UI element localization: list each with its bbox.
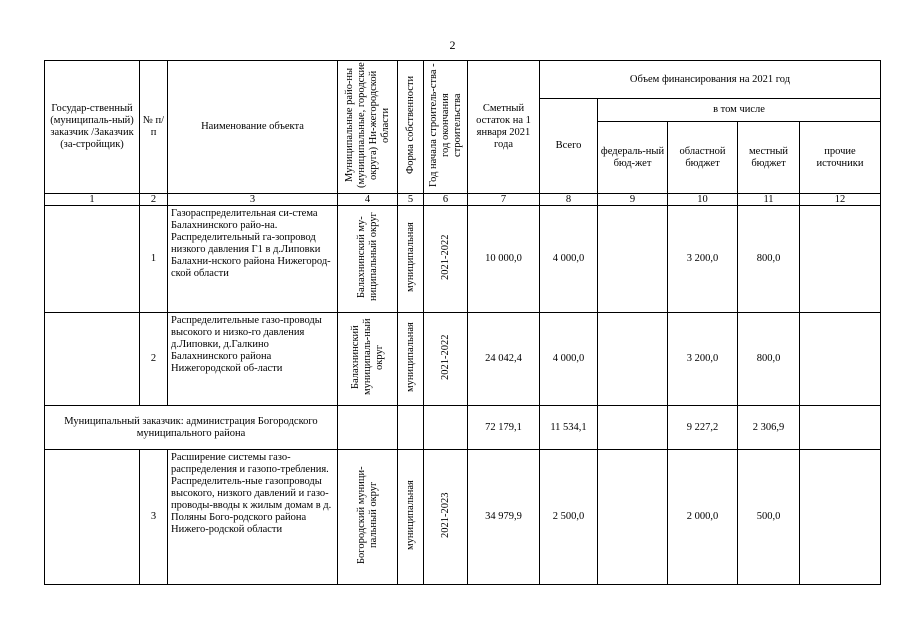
subtotal-label: Муниципальный заказчик: администрация Богородского муниципального района	[45, 406, 338, 450]
header-ownership	[398, 61, 424, 194]
years-text: 2021-2023	[439, 492, 451, 538]
district-cell	[338, 206, 398, 313]
header-customer: Государ-ственный (муниципаль-ный) заказчик /Заказчик (за-стройщик)	[45, 61, 140, 194]
financing-table	[44, 60, 881, 585]
ownership-text: муниципальная	[404, 222, 416, 292]
column-number: 2	[140, 194, 168, 206]
column-number-row	[45, 194, 881, 206]
customer-cell	[45, 450, 140, 585]
total-value: 2 500,0	[540, 450, 598, 585]
column-number: 5	[398, 194, 424, 206]
ownership-cell	[398, 206, 424, 313]
table-row	[45, 206, 881, 313]
table-row	[45, 313, 881, 406]
column-number: 3	[168, 194, 338, 206]
federal-value	[598, 313, 668, 406]
district-text: Балахнинский муниципаль-ный округ	[349, 318, 385, 396]
other-value	[800, 450, 881, 585]
other-value	[800, 313, 881, 406]
header-local: местный бюджет	[738, 122, 800, 194]
header-ownership-text: Форма собственности	[404, 75, 416, 175]
ownership-cell	[398, 406, 424, 450]
column-number: 6	[424, 194, 468, 206]
subtotal-total: 11 534,1	[540, 406, 598, 450]
header-other: прочие источники	[800, 122, 881, 194]
customer-cell	[45, 206, 140, 313]
subtotal-local: 2 306,9	[738, 406, 800, 450]
federal-value	[598, 450, 668, 585]
total-value: 4 000,0	[540, 313, 598, 406]
other-value	[800, 206, 881, 313]
subtotal-other	[800, 406, 881, 450]
row-number: 1	[140, 206, 168, 313]
total-value: 4 000,0	[540, 206, 598, 313]
years-text: 2021-2022	[439, 334, 451, 380]
ownership-text: муниципальная	[404, 480, 416, 550]
object-name: Распределительные газо-проводы высокого и низко-го давления д.Липовки, д.Галкино Балахнинского района Нижегородской об-ласти	[168, 313, 338, 406]
years-text: 2021-2022	[439, 234, 451, 280]
column-number: 9	[598, 194, 668, 206]
regional-value: 3 200,0	[668, 313, 738, 406]
column-number: 7	[468, 194, 540, 206]
column-number: 11	[738, 194, 800, 206]
column-number: 4	[338, 194, 398, 206]
district-text: Балахнинский му-ниципальный округ	[355, 212, 379, 302]
subtotal-federal	[598, 406, 668, 450]
header-district-text: Муниципальные райо-ны (муниципальные, городские округа) Ни-жегородской области	[343, 62, 391, 188]
years-cell	[424, 406, 468, 450]
table-row	[45, 450, 881, 585]
remainder-value: 10 000,0	[468, 206, 540, 313]
header-federal: федераль-ный бюд-жет	[598, 122, 668, 194]
row-number: 2	[140, 313, 168, 406]
district-text: Богородский муници-пальный округ	[355, 466, 379, 564]
local-value: 500,0	[738, 450, 800, 585]
object-name: Газораспределительная си-стема Балахнинского райо-на. Распределительный га-зопровод низкого давления Г1 в д.Липовки Балахни-нского района Нижегород-ской области	[168, 206, 338, 313]
row-number: 3	[140, 450, 168, 585]
district-cell	[338, 313, 398, 406]
column-number: 10	[668, 194, 738, 206]
subtotal-regional: 9 227,2	[668, 406, 738, 450]
object-name: Расширение системы газо-распределения и газопо-требления. Распределитель-ные газопроводы высокого, низкого давлений и газо-проводы-вводы к жилым домам в д. Поляны Бого-родского района Нижего-родской области	[168, 450, 338, 585]
subtotal-row	[45, 406, 881, 450]
column-number: 12	[800, 194, 881, 206]
ownership-cell	[398, 313, 424, 406]
header-years	[424, 61, 468, 194]
ownership-cell	[398, 450, 424, 585]
header-including: в том числе	[598, 99, 881, 122]
header-remainder: Сметный остаток на 1 января 2021 года	[468, 61, 540, 194]
local-value: 800,0	[738, 206, 800, 313]
regional-value: 2 000,0	[668, 450, 738, 585]
subtotal-remainder: 72 179,1	[468, 406, 540, 450]
ownership-text: муниципальная	[404, 322, 416, 392]
header-object-name: Наименование объекта	[168, 61, 338, 194]
header-years-text: Год начала строитель-ства - год окончания строительства	[427, 63, 463, 187]
column-number: 1	[45, 194, 140, 206]
years-cell	[424, 313, 468, 406]
federal-value	[598, 206, 668, 313]
header-funding-group: Объем финансирования на 2021 год	[540, 61, 881, 99]
column-number: 8	[540, 194, 598, 206]
header-number: № п/п	[140, 61, 168, 194]
customer-cell	[45, 313, 140, 406]
page-number: 2	[449, 38, 456, 52]
header-regional: областной бюджет	[668, 122, 738, 194]
regional-value: 3 200,0	[668, 206, 738, 313]
remainder-value: 24 042,4	[468, 313, 540, 406]
district-cell	[338, 450, 398, 585]
header-total: Всего	[540, 99, 598, 194]
district-cell	[338, 406, 398, 450]
years-cell	[424, 450, 468, 585]
header-district	[338, 61, 398, 194]
years-cell	[424, 206, 468, 313]
header-row-1	[45, 61, 881, 99]
remainder-value: 34 979,9	[468, 450, 540, 585]
local-value: 800,0	[738, 313, 800, 406]
